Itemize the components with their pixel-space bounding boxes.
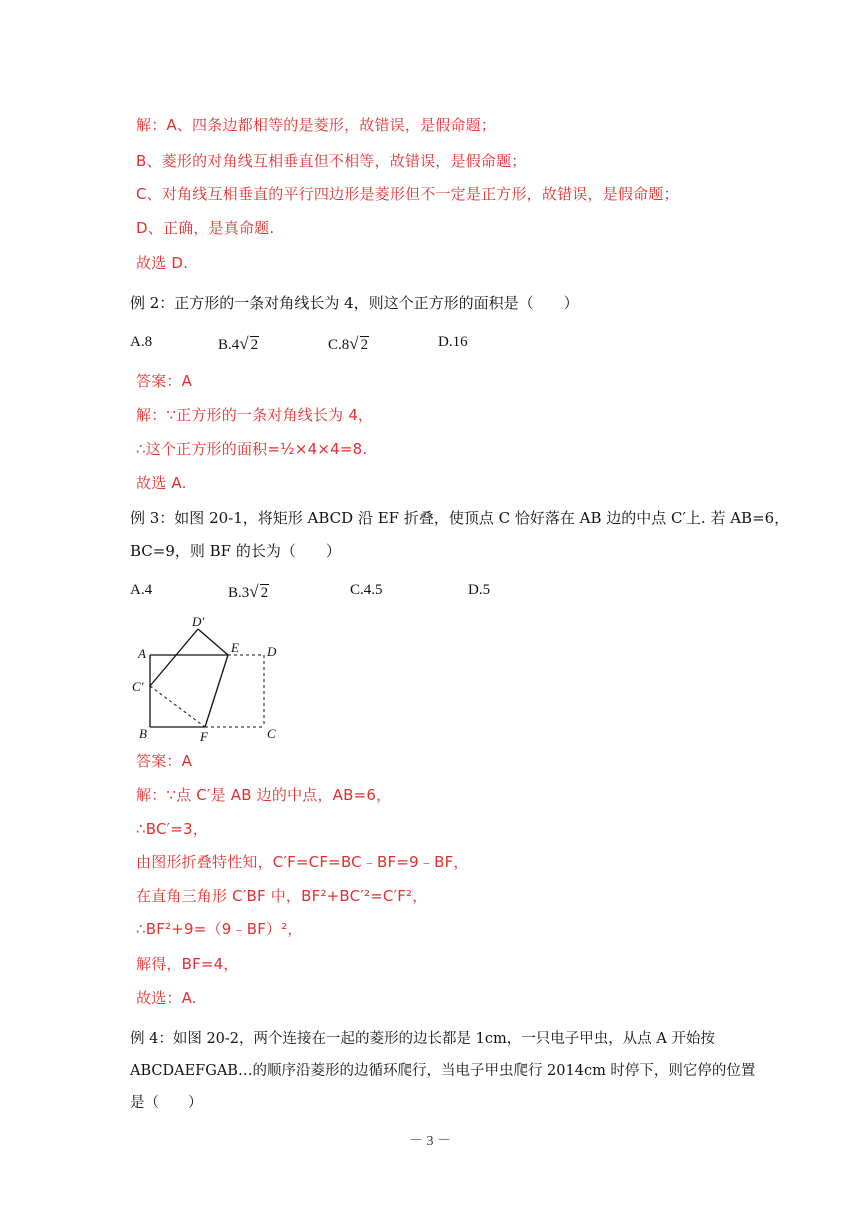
label-B: B (139, 726, 147, 741)
ex3-option-a: A.4 (130, 582, 153, 598)
solution-line: ∴这个正方形的面积=½×4×4=8. (136, 440, 368, 458)
ex2-option-b-prefix: B.4 (218, 337, 240, 353)
ex2-option-a: A.8 (130, 334, 153, 350)
ex2-option-b (218, 334, 259, 354)
solution-line: 在直角三角形 C′BF 中，BF²+BC′²=C′F²， (136, 887, 428, 905)
solution-line: 解：A、四条边都相等的是菱形，故错误，是假命题； (136, 116, 497, 134)
ex2-option-c (328, 334, 369, 354)
figure-20-1 (128, 612, 288, 746)
answer-line: 答案：A (136, 752, 193, 770)
label-D: D (267, 644, 277, 659)
example-4-question-line2: ABCDAEFGAB…的顺序沿菱形的边循环爬行，当电子甲虫爬行 2014cm 时停下，则它停的位置 (130, 1063, 756, 1079)
solution-line: ∴BC′=3， (136, 820, 208, 838)
solution-choice: 故选 D. (136, 254, 189, 272)
example-4-question-line3: 是（ ） (130, 1095, 203, 1111)
sqrt-radicand: 2 (250, 337, 259, 353)
solution-line: ∴BF²+9=（9﹣BF）²， (136, 920, 303, 938)
sqrt-radicand: 2 (260, 585, 269, 601)
label-E: E (231, 640, 239, 655)
label-F: F (200, 729, 208, 744)
answer-line: 答案：A (136, 372, 193, 390)
label-C: C (267, 726, 276, 741)
example-3-question-line2: BC=9，则 BF 的长为（ ） (130, 542, 341, 560)
sqrt-symbol: √ 2 (349, 334, 369, 353)
ex3-option-b-prefix: B.3 (228, 585, 250, 601)
solution-line: D、正确，是真命题. (136, 219, 275, 237)
solution-line: 解：∵点 C′是 AB 边的中点，AB=6， (136, 786, 392, 804)
solution-line: 由图形折叠特性知，C′F=CF=BC﹣BF=9﹣BF， (136, 853, 469, 871)
solution-line: 解：∵正方形的一条对角线长为 4， (136, 406, 374, 424)
ex3-option-c: C.4.5 (350, 582, 383, 598)
label-D-prime: D′ (192, 614, 205, 629)
label-A: A (138, 646, 146, 661)
solution-line: B、菱形的对角线互相垂直但不相等，故错误，是假命题； (136, 152, 527, 170)
example-3-question-line1: 例 3：如图 20-1，将矩形 ABCD 沿 EF 折叠，使顶点 C 恰好落在 AB 边的中点 C′上. 若 AB=6， (130, 509, 790, 527)
ex2-option-d: D.16 (438, 334, 468, 350)
ex2-option-c-prefix: C.8 (328, 337, 350, 353)
sqrt-symbol: √ 2 (249, 582, 269, 601)
ex3-option-b (228, 582, 269, 602)
page-number: － 3 － (409, 1134, 451, 1149)
example-4-question-line1: 例 4：如图 20-2，两个连接在一起的菱形的边长都是 1cm，一只电子甲虫，从点 A 开始按 (130, 1031, 715, 1047)
sqrt-symbol: √ 2 (239, 334, 259, 353)
solution-line: C、对角线互相垂直的平行四边形是菱形但不一定是正方形，故错误，是假命题； (136, 185, 679, 203)
example-2-question: 例 2：正方形的一条对角线长为 4，则这个正方形的面积是（ ） (130, 294, 579, 312)
sqrt-radicand: 2 (360, 337, 369, 353)
solution-line: 解得，BF=4， (136, 955, 239, 973)
solution-choice: 故选：A. (136, 989, 197, 1007)
ex3-option-d: D.5 (468, 582, 491, 598)
solution-choice: 故选 A. (136, 474, 187, 492)
label-C-prime: C′ (132, 679, 144, 694)
